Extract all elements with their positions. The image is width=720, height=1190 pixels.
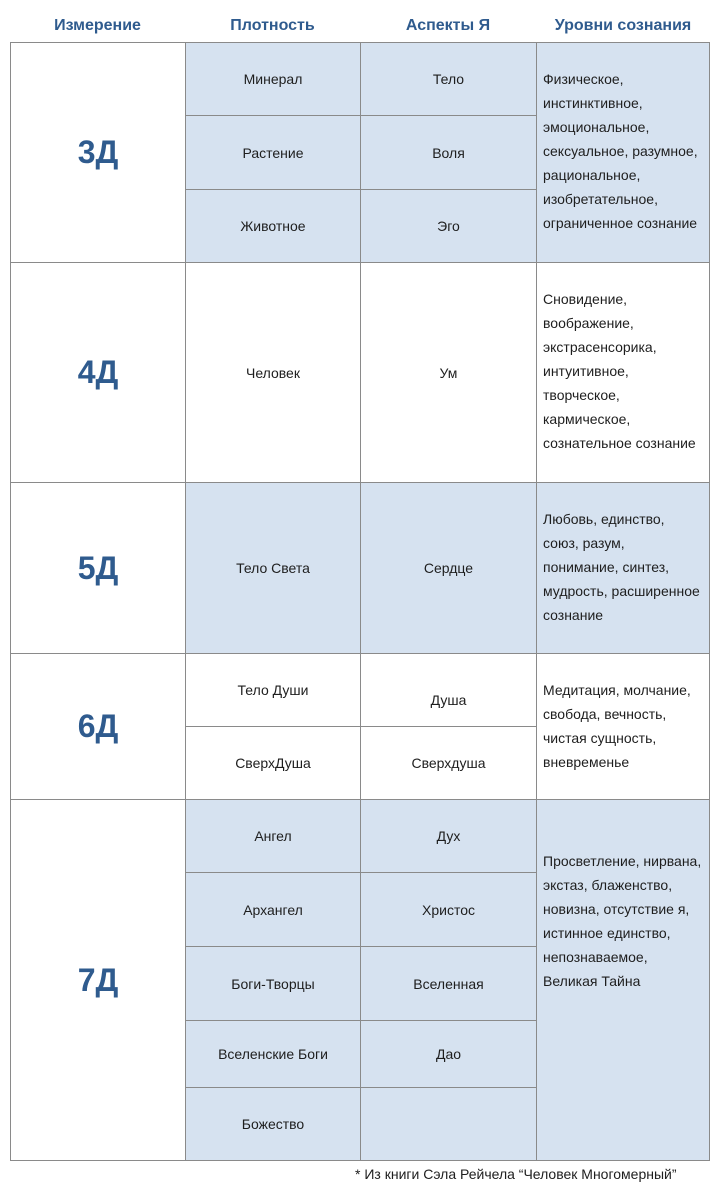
header-aspects: Аспекты Я [405, 17, 491, 34]
levels-7d-line: непознаваемое, [543, 949, 648, 965]
aspect-empty [360, 1087, 537, 1161]
header-levels: Уровни сознания [554, 17, 692, 34]
levels-3d-line: Физическое, [543, 71, 624, 87]
levels-5d-line: мудрость, расширенное [543, 583, 700, 599]
levels-3d-line: изобретательное, [543, 191, 658, 207]
levels-7d [536, 799, 710, 1161]
levels-6d-line: вневременье [543, 754, 630, 770]
density-plant: Растение [185, 115, 361, 190]
aspect-universe: Вселенная [360, 946, 537, 1021]
aspect-heart: Сердце [360, 482, 537, 654]
density-soul-body: Тело Души [185, 653, 361, 727]
levels-7d-line: Просветление, нирвана, [543, 853, 702, 869]
levels-6d-line: Медитация, молчание, [543, 682, 691, 698]
dimension-3d: 3Д [10, 42, 186, 263]
density-universal-gods: Вселенские Боги [185, 1020, 361, 1088]
aspect-ego: Эго [360, 189, 537, 263]
levels-3d-line: ограниченное сознание [543, 215, 698, 231]
levels-5d-line: союз, разум, [543, 535, 625, 551]
levels-4d [536, 262, 710, 483]
levels-4d-line: воображение, [543, 315, 634, 331]
dimension-5d: 5Д [10, 482, 186, 654]
density-archangel: Архангел [185, 872, 361, 947]
levels-3d [536, 42, 710, 263]
aspect-body: Тело [360, 42, 537, 116]
levels-6d-line: чистая сущность, [543, 730, 657, 746]
density-creator-gods: Боги-Творцы [185, 946, 361, 1021]
aspect-soul: Душа [360, 653, 537, 727]
density-angel: Ангел [185, 799, 361, 873]
density-light-body: Тело Света [185, 482, 361, 654]
aspect-will: Воля [360, 115, 537, 190]
levels-3d-line: рациональное, [543, 167, 641, 183]
levels-6d-line: свобода, вечность, [543, 706, 667, 722]
levels-5d-line: Любовь, единство, [543, 511, 665, 527]
levels-3d-line: инстинктивное, [543, 95, 643, 111]
levels-4d-line: Сновидение, [543, 291, 628, 307]
dimension-4d: 4Д [10, 262, 186, 483]
levels-3d-line: эмоциональное, [543, 119, 650, 135]
density-oversoul: СверхДуша [185, 726, 361, 800]
levels-7d-line: новизна, отсутствие я, [543, 901, 690, 917]
aspect-mind: Ум [360, 262, 537, 483]
source-footnote: * Из книги Сэла Рейчела “Человек Многомерный” [355, 1166, 677, 1182]
levels-6d [536, 653, 710, 800]
dimension-6d: 6Д [10, 653, 186, 800]
levels-5d [536, 482, 710, 654]
levels-4d-line: интуитивное, [543, 363, 629, 379]
levels-7d-line: Великая Тайна [543, 973, 641, 989]
density-animal: Животное [185, 189, 361, 263]
levels-4d-line: экстрасенсорика, [543, 339, 657, 355]
aspect-christ: Христос [360, 872, 537, 947]
levels-7d-line: экстаз, блаженство, [543, 877, 673, 893]
levels-4d-line: кармическое, [543, 411, 631, 427]
levels-4d-line: творческое, [543, 387, 620, 403]
levels-5d-line: понимание, синтез, [543, 559, 670, 575]
density-deity: Божество [185, 1087, 361, 1161]
levels-4d-line: сознательное сознание [543, 435, 696, 451]
levels-7d-line: истинное единство, [543, 925, 671, 941]
aspect-oversoul: Сверхдуша [360, 726, 537, 800]
header-dimension: Измерение [54, 17, 141, 34]
dimension-7d: 7Д [10, 799, 186, 1161]
levels-5d-line: сознание [543, 607, 604, 623]
aspect-tao: Дао [360, 1020, 537, 1088]
levels-3d-line: сексуальное, разумное, [543, 143, 698, 159]
aspect-spirit: Дух [360, 799, 537, 873]
density-human: Человек [185, 262, 361, 483]
header-density: Плотность [230, 17, 315, 34]
density-mineral: Минерал [185, 42, 361, 116]
